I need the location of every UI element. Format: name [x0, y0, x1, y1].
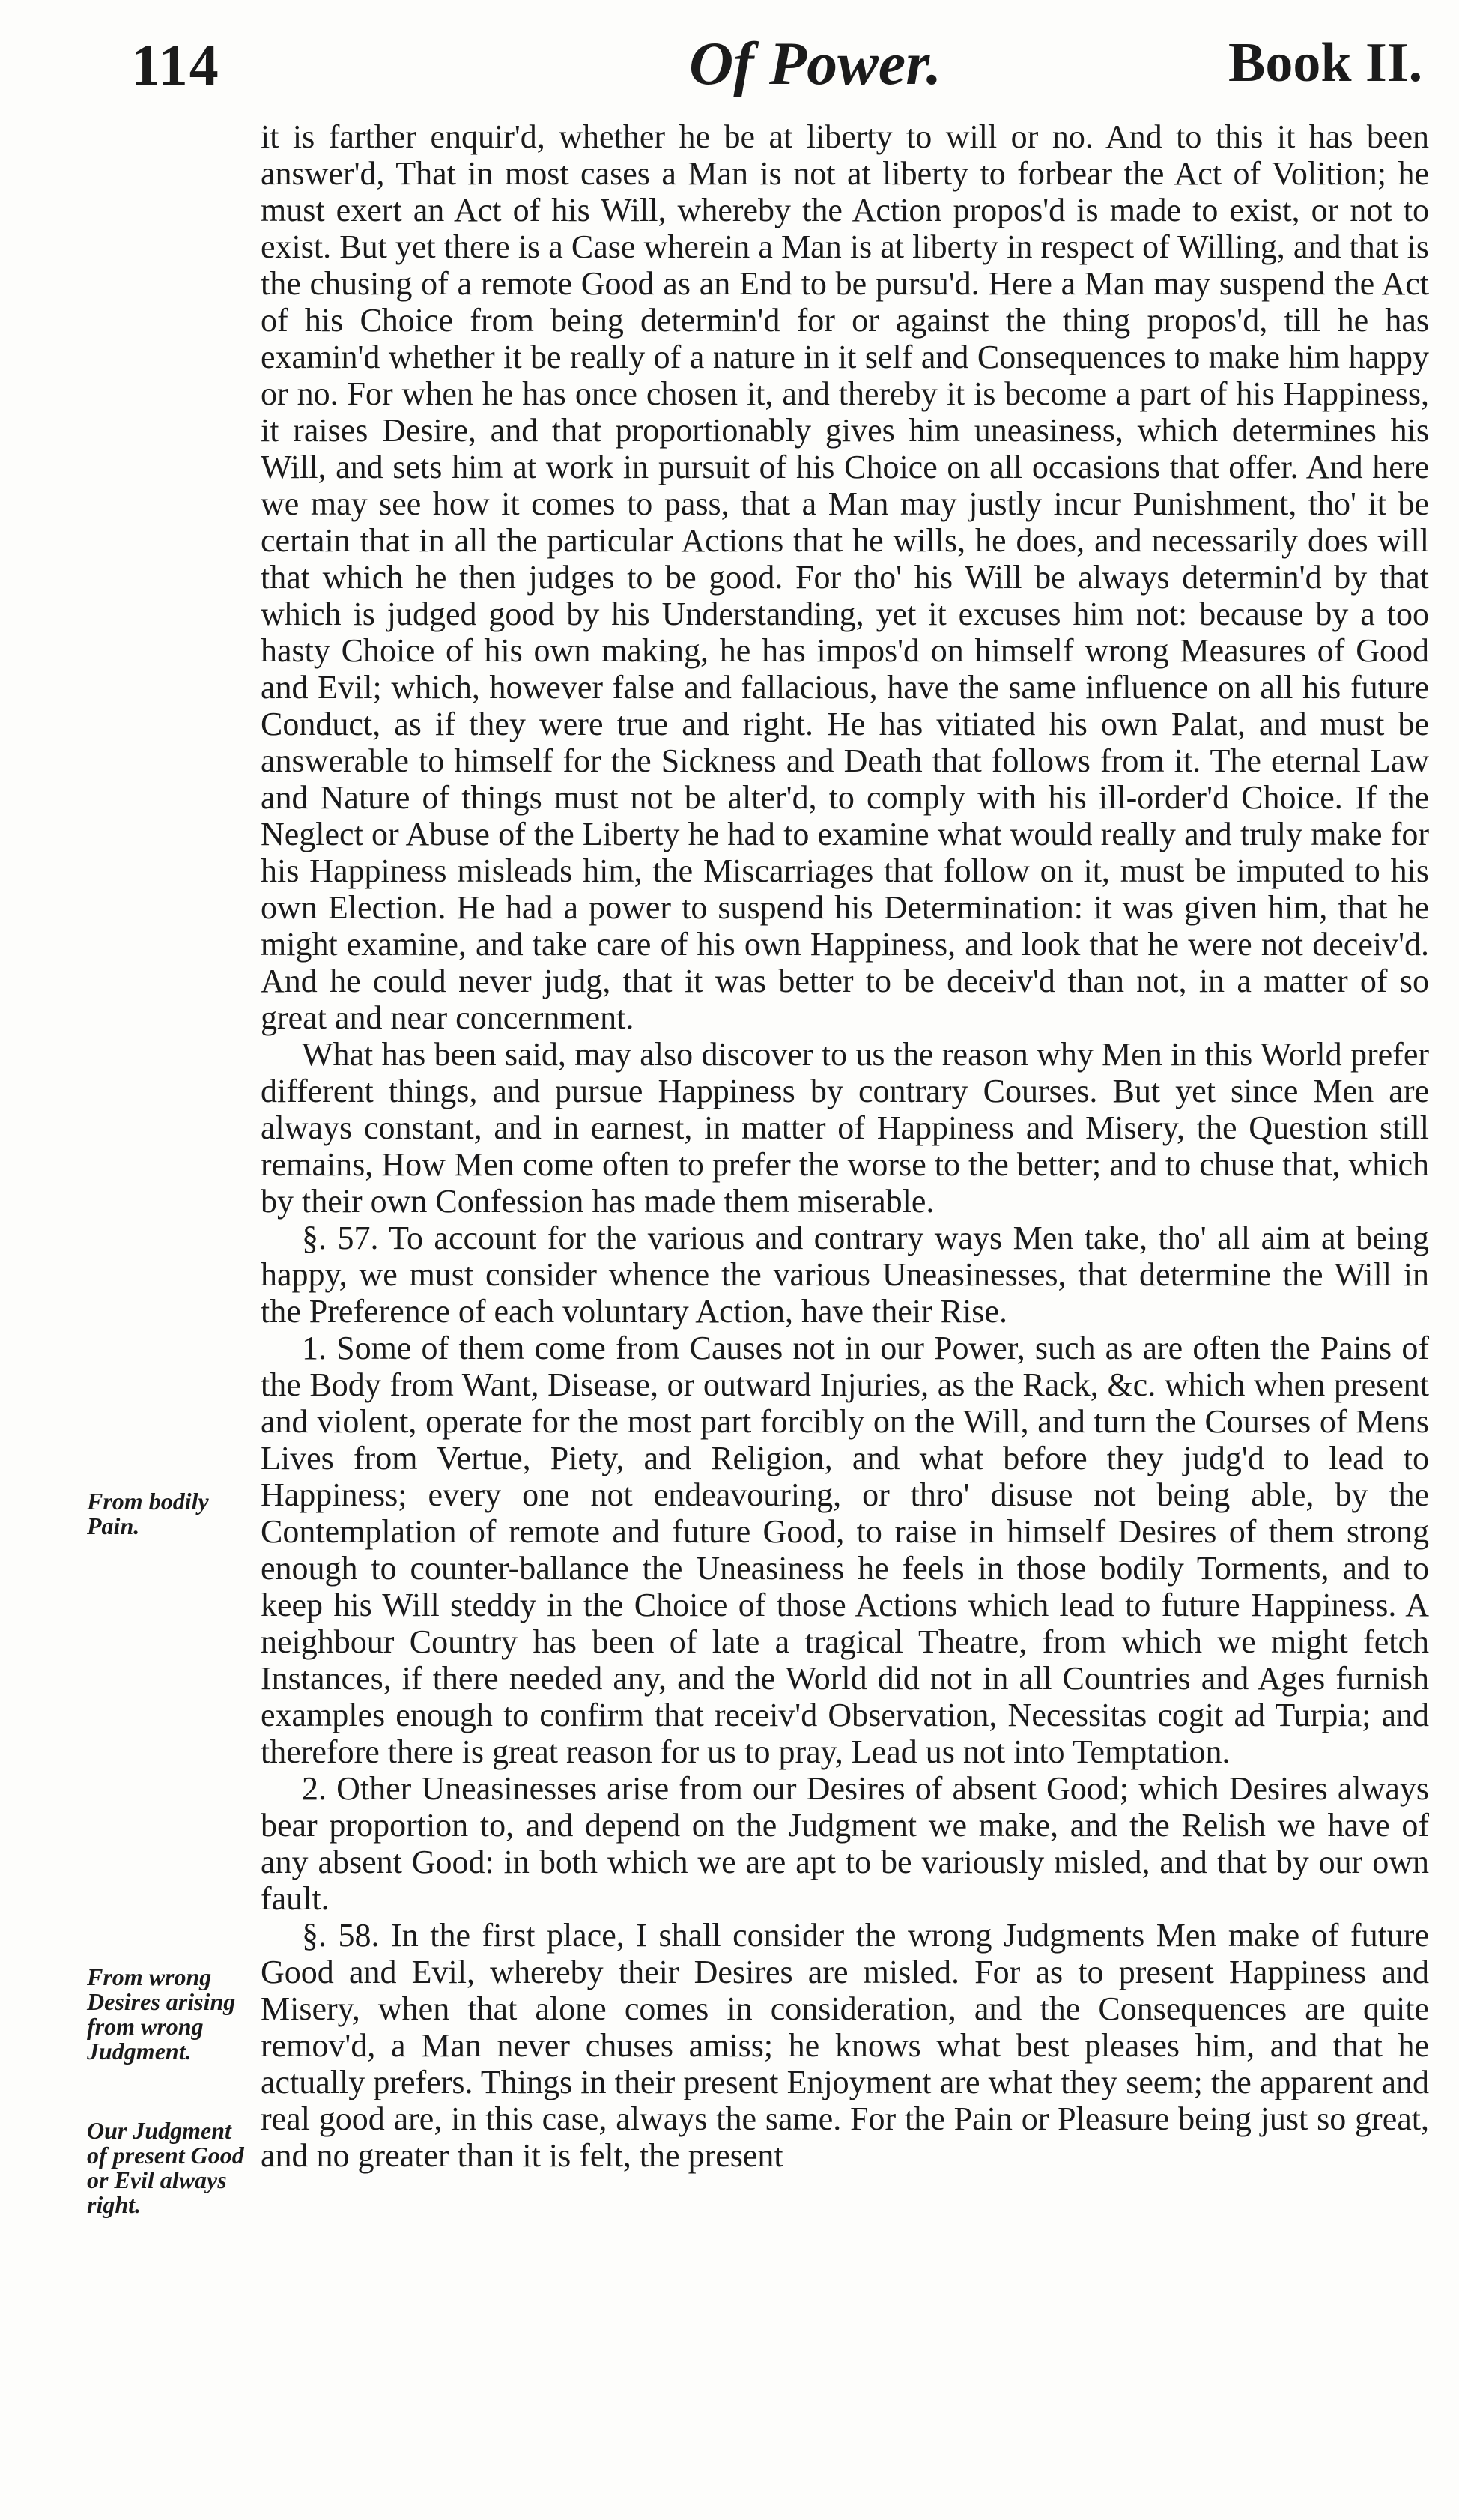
page-header [0, 0, 1459, 112]
running-title: Of Power. [689, 29, 942, 97]
paragraph-bodily-pain: 1. Some of them come from Causes not in our Power, such as are often the Pains of the Body from Want, Disease, or outward Injuries, as the Rack, &c. which when present and violent, operate for the most part forcibly on the Will, and turn the Courses of Mens Lives from Vertue, Piety, and Religion, and what before they judg'd to lead to Happiness; every one not endeavouring, or thro' disuse not being able, by the Contemplation of remote and future Good, to raise in himself Desires of them strong enough to counter-ballance the Uneasiness he feels in those bodily Torments, and to keep his Will steddy in the Choice of those Actions which lead to future Happiness. A neighbour Country has been of late a tragical Theatre, from which we might fetch Instances, if there needed any, and the World did not in all Countries and Ages furnish examples enough to confirm that receiv'd Observation, Necessitas cogit ad Turpia; and therefore there is great reason for us to pray, Lead us not into Temptation. [261, 1330, 1429, 1770]
page-number: 114 [131, 32, 220, 97]
book-label: Book II. [1228, 32, 1423, 94]
main-text [261, 118, 1429, 2174]
paragraph-section-58: §. 58. In the first place, I shall consider the wrong Judgments Men make of future Good and Evil, whereby their Desires are misled. For as to present Happiness and Misery, when that alone comes in consideration, and the Consequences are quite remov'd, a Man never chuses amiss; he knows what best pleases him, and that he actually prefers. Things in their present Enjoyment are what they seem; the apparent and real good are, in this case, always the same. For the Pain or Pleasure being just so great, and no greater than it is felt, the present [261, 1917, 1429, 2174]
paragraph-section-57: §. 57. To account for the various and contrary ways Men take, tho' all aim at being happy, we must consider whence the various Uneasinesses, that determine the Will in the Preference of each voluntary Action, have their Rise. [261, 1220, 1429, 1330]
paragraph-absent-good: 2. Other Uneasinesses arise from our Desires of absent Good; which Desires always bear proportion to, and depend on the Judgment we make, and the Relish we have of any absent Good: in both which we are apt to be variously misled, and that by our own fault. [261, 1770, 1429, 1917]
margin-note-bodily-pain: From bodily Pain. [87, 1488, 209, 1539]
margin-note-present-judgment: Our Judgment of present Good or Evil always right. [87, 2117, 244, 2218]
margin-note-wrong-desires: From wrong Desires arising from wrong Judgment. [87, 1963, 236, 2065]
paragraph-different-things: What has been said, may also discover to us the reason why Men in this World prefer different things, and pursue Happiness by contrary Courses. But yet since Men are always constant, and in earnest, in matter of Happiness and Misery, the Question still remains, How Men come often to prefer the worse to the better; and to chuse that, which by their own Confession has made them miserable. [261, 1036, 1429, 1220]
paragraph-liberty-to-will: it is farther enquir'd, whether he be at liberty to will or no. And to this it has been answer'd, That in most cases a Man is not at liberty to forbear the Act of Volition; he must exert an Act of his Will, whereby the Action propos'd is made to exist, or not to exist. But yet there is a Case wherein a Man is at liberty in respect of Willing, and that is the chusing of a remote Good as an End to be pursu'd. Here a Man may suspend the Act of his Choice from being determin'd for or against the thing propos'd, till he has examin'd whether it be really of a nature in it self and Consequences to make him happy or no. For when he has once chosen it, and thereby it is become a part of his Happiness, it raises Desire, and that proportionably gives him uneasiness, which determines his Will, and sets him at work in pursuit of his Choice on all occasions that offer. And here we may see how it comes to pass, that a Man may justly incur Punishment, tho' it be certain that in all the particular Actions that he wills, he does, and necessarily does will that which he then judges to be good. For tho' his Will be always determin'd by that which is judged good by his Understanding, yet it excuses him not: because by a too hasty Choice of his own making, he has impos'd on himself wrong Measures of Good and Evil; which, however false and fallacious, have the same influence on all his future Conduct, as if they were true and right. He has vitiated his own Palat, and must be answerable to himself for the Sickness and Death that follows from it. The eternal Law and Nature of things must not be alter'd, to comply with his ill-order'd Choice. If the Neglect or Abuse of the Liberty he had to examine what would really and truly make for his Happiness misleads him, the Miscarriages that follow on it, must be imputed to his own Election. He had a power to suspend his Determination: it was given him, that he might examine, and take care of his own Happiness, and look that he were not deceiv'd. And he could never judg, that it was better to be deceiv'd than not, in a matter of so great and near concernment. [261, 118, 1429, 1036]
